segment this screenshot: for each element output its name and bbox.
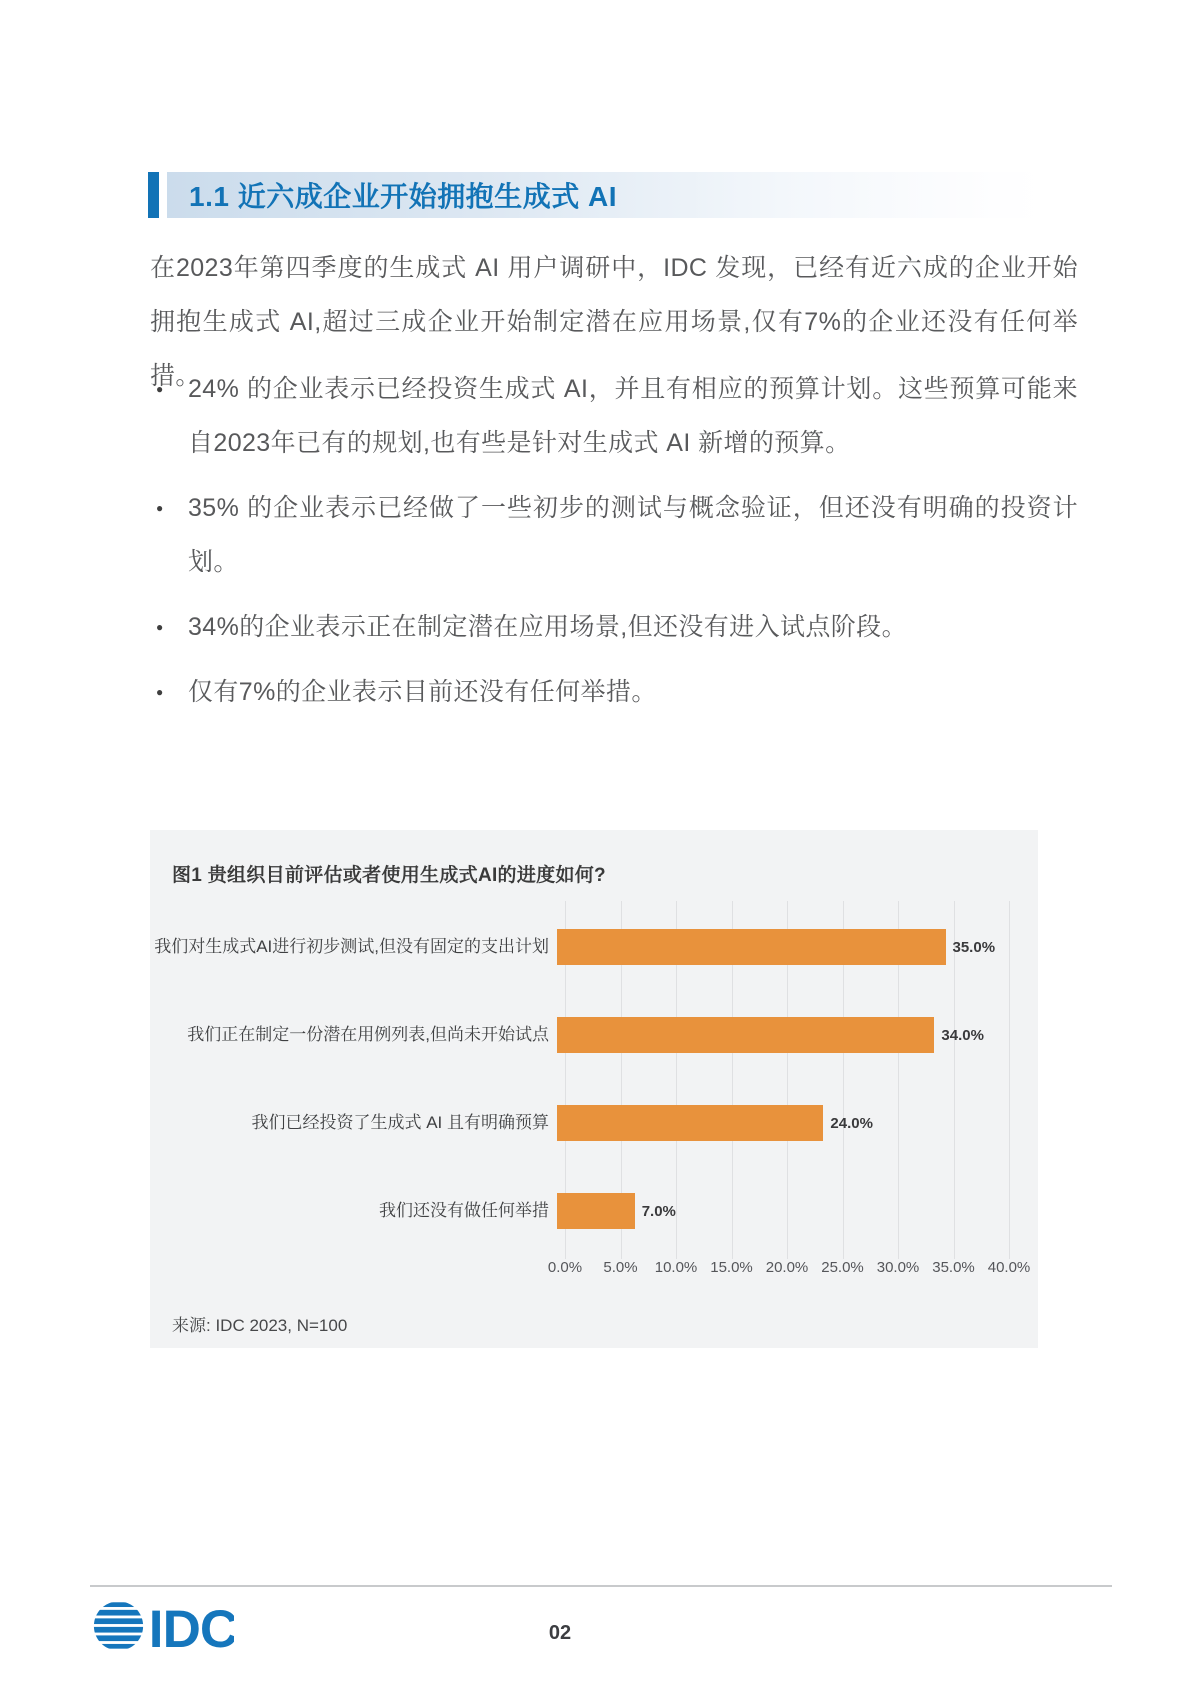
page-number: 02 bbox=[548, 1622, 572, 1644]
chart-source: 来源: IDC 2023, N=100 bbox=[172, 1316, 348, 1335]
bullet-item: ● 仅有7%的企业表示目前还没有任何举措。 bbox=[150, 665, 1078, 719]
heading-background bbox=[167, 172, 1045, 218]
bar bbox=[557, 1105, 823, 1141]
x-axis-tick: 10.0% bbox=[654, 1259, 698, 1276]
x-axis-tick: 40.0% bbox=[987, 1259, 1031, 1276]
bullet-item: ● 35% 的企业表示已经做了一些初步的测试与概念验证，但还没有明确的投资计划。 bbox=[150, 481, 1078, 589]
bar-category-label: 我们对生成式AI进行初步测试,但没有固定的支出计划 bbox=[154, 937, 549, 956]
x-axis-tick: 30.0% bbox=[876, 1259, 920, 1276]
chart-title: 图1 贵组织目前评估或者使用生成式AI的进度如何? bbox=[172, 865, 606, 886]
bar-chart bbox=[150, 903, 1038, 1281]
section-heading-block bbox=[148, 172, 1045, 218]
bar-category-label: 我们还没有做任何举措 bbox=[379, 1201, 549, 1220]
bar-track bbox=[557, 1193, 1001, 1229]
bar-category-label: 我们已经投资了生成式 AI 且有明确预算 bbox=[251, 1113, 549, 1132]
chart-rows bbox=[150, 903, 1038, 1255]
bar-track bbox=[557, 1017, 1001, 1053]
bar bbox=[557, 1193, 635, 1229]
x-axis bbox=[547, 1259, 1031, 1281]
chart-row bbox=[150, 1167, 1038, 1255]
x-axis-tick: 35.0% bbox=[932, 1259, 975, 1276]
section-heading: 1.1 近六成企业开始拥抱生成式 AI bbox=[189, 181, 617, 212]
bullet-item: ● 34%的企业表示正在制定潜在应用场景,但还没有进入试点阶段。 bbox=[150, 600, 1078, 654]
x-axis-tick: 5.0% bbox=[603, 1259, 638, 1276]
bar-value-label: 7.0% bbox=[641, 1202, 676, 1220]
bar bbox=[557, 929, 946, 965]
x-axis-tick: 20.0% bbox=[765, 1259, 809, 1276]
chart-row bbox=[150, 991, 1038, 1079]
bar bbox=[557, 1017, 934, 1053]
bullet-item: ● 24% 的企业表示已经投资生成式 AI，并且有相应的预算计划。这些预算可能来自2023年已有的规划,也有些是针对生成式 AI 新增的预算。 bbox=[150, 362, 1078, 470]
chart-row bbox=[150, 903, 1038, 991]
bar-value-label: 34.0% bbox=[941, 1026, 984, 1044]
bar-value-label: 35.0% bbox=[952, 938, 996, 956]
bar-track bbox=[557, 1105, 1001, 1141]
bar-track bbox=[557, 929, 1001, 965]
bullet-list bbox=[150, 362, 1078, 730]
bar-value-label: 24.0% bbox=[830, 1114, 873, 1132]
chart-row bbox=[150, 1079, 1038, 1167]
heading-accent-bar bbox=[148, 172, 159, 218]
footer-divider bbox=[90, 1585, 1112, 1587]
x-axis-tick: 25.0% bbox=[821, 1259, 864, 1276]
x-axis-tick: 0.0% bbox=[547, 1259, 583, 1276]
x-axis-tick: 15.0% bbox=[710, 1259, 753, 1276]
intro-paragraph: 在2023年第四季度的生成式 AI 用户调研中，IDC 发现，已经有近六成的企业开始拥抱生成式 AI,超过三成企业开始制定潜在应用场景,仅有7%的企业还没有任何举措。 bbox=[150, 254, 1078, 390]
svg-text:IDC: IDC bbox=[148, 1599, 234, 1654]
figure-panel bbox=[150, 830, 1038, 1348]
bar-category-label: 我们正在制定一份潜在用例列表,但尚未开始试点 bbox=[187, 1025, 549, 1044]
